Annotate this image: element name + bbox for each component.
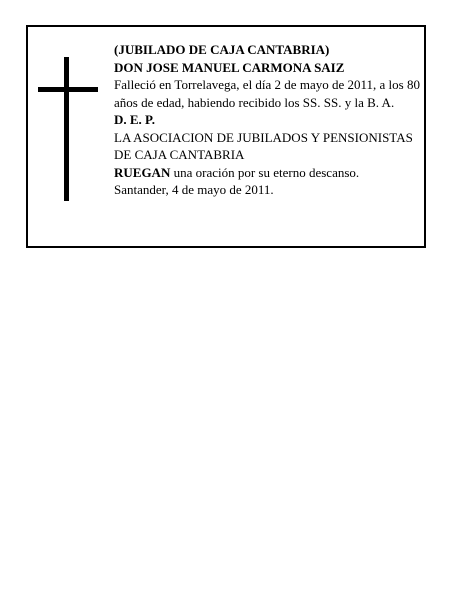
request-line: [114, 164, 422, 182]
place-date: Santander, 4 de mayo de 2011.: [114, 182, 274, 197]
death-details: Falleció en Torrelavega, el día 2 de mayo de 2011, a los 80 años de edad, habiendo recibido los SS. SS. y la B. A.: [114, 77, 420, 110]
dep-text: D. E. P.: [114, 112, 156, 127]
obituary-notice: [26, 25, 426, 248]
request-bold: RUEGAN: [114, 164, 171, 180]
notice-text: [114, 41, 422, 199]
request-text: una oración por su eterno descanso.: [170, 164, 360, 180]
cross-icon: [38, 57, 98, 201]
association-name-line2: DE CAJA CANTABRIA: [114, 147, 245, 162]
notice-subtitle: (JUBILADO DE CAJA CANTABRIA): [114, 42, 330, 57]
association-name: LA ASOCIACION DE JUBILADOS Y PENSIONISTAS: [114, 129, 413, 145]
deceased-name: DON JOSE MANUEL CARMONA SAIZ: [114, 59, 345, 75]
